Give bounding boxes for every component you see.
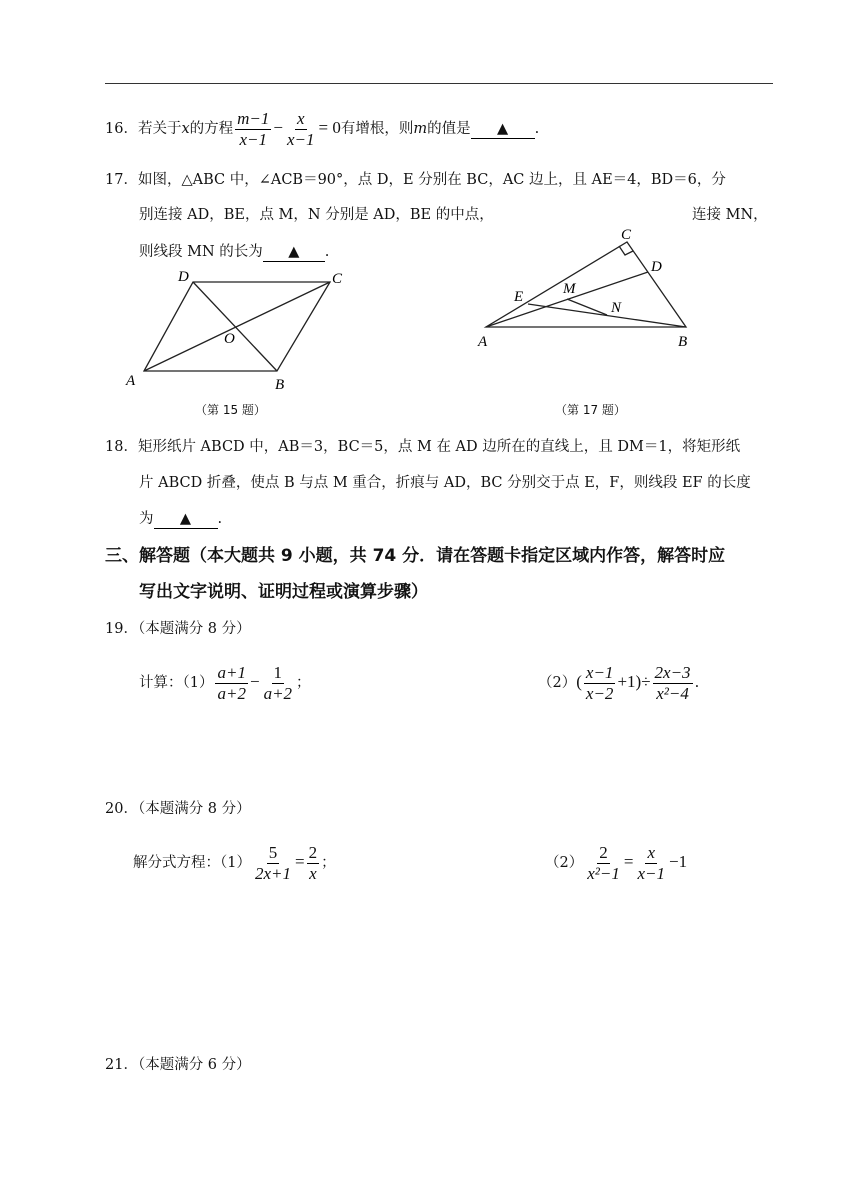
- period: .: [534, 121, 540, 137]
- q17-text: 如图，△ABC 中，∠ACB＝90°，点 D，E 分别在 BC，AC 边上，且 AE＝4，BD＝6，分: [137, 172, 726, 188]
- fraction: [653, 663, 693, 704]
- numerator: 2: [599, 842, 608, 862]
- period: .: [324, 244, 330, 260]
- fraction: [584, 663, 616, 704]
- label-b: B: [678, 334, 688, 350]
- period: .: [217, 511, 223, 527]
- fraction: [215, 663, 247, 704]
- question-number: 16．: [105, 121, 138, 137]
- numerator: x: [296, 108, 305, 128]
- answer-blank[interactable]: ▲: [263, 243, 325, 262]
- var-x: x: [181, 121, 190, 137]
- operator: −1: [668, 852, 688, 871]
- part-label: 解分式方程：（1）: [133, 855, 251, 871]
- header-rule: [105, 83, 773, 84]
- label-a: A: [478, 334, 488, 350]
- question-17-line2b: 连接 MN，: [692, 207, 768, 223]
- denominator: x: [309, 863, 317, 883]
- question-18-line2: 片 ABCD 折叠，使点 B 与点 M 重合，折痕与 AD，BC 分别交于点 E，F，则线段 EF 的长度: [139, 475, 751, 491]
- operator: +1): [617, 672, 642, 691]
- fraction: [307, 843, 320, 884]
- denominator: x−1: [239, 129, 268, 149]
- question-19-head: 19．（本题满分 8 分）: [105, 621, 251, 637]
- label-e: E: [514, 289, 524, 305]
- numerator: x−1: [585, 662, 614, 682]
- answer-blank[interactable]: ▲: [154, 510, 218, 529]
- label-d: D: [651, 259, 662, 275]
- denominator: x−1: [286, 129, 315, 149]
- question-number: 17．: [105, 172, 138, 188]
- question-21-head: 21．（本题满分 6 分）: [105, 1057, 251, 1073]
- denominator: x−2: [585, 683, 614, 703]
- denominator: 2x+1: [254, 863, 292, 883]
- period: .: [694, 675, 700, 691]
- label-a: A: [126, 373, 136, 389]
- label-o: O: [224, 331, 235, 347]
- label-b: B: [275, 377, 285, 393]
- question-18-line3: [139, 508, 222, 530]
- question-17-line1: [105, 169, 726, 191]
- figure-15-caption: （第 15 题）: [195, 403, 266, 417]
- question-19-part1: [139, 660, 311, 705]
- denominator: x²−4: [656, 683, 689, 703]
- question-16: [105, 106, 539, 151]
- semicolon: ；: [321, 855, 336, 871]
- question-17-line3: [139, 241, 329, 263]
- figure-17-triangle: [470, 222, 710, 352]
- numerator: 1: [273, 662, 283, 682]
- q16-text: 的值是: [427, 121, 471, 137]
- fraction: [235, 109, 271, 150]
- operator: =: [295, 852, 305, 871]
- q16-text: 若关于: [137, 121, 182, 137]
- diagonal-bd: [193, 282, 277, 371]
- part-label: （2）: [538, 675, 577, 691]
- figure-17-caption: （第 17 题）: [555, 403, 626, 417]
- label-c: C: [621, 227, 632, 243]
- question-20-head: 20．（本题满分 8 分）: [105, 801, 251, 817]
- numerator: 2x−3: [654, 662, 691, 682]
- q18-text: 矩形纸片 ABCD 中，AB＝3，BC＝5，点 M 在 AD 边所在的直线上，且 DM＝1，将矩形纸: [137, 439, 741, 455]
- section-3-heading-line2: 写出文字说明、证明过程或演算步骤）: [139, 582, 428, 602]
- answer-blank[interactable]: ▲: [471, 120, 535, 139]
- numerator: 2: [308, 842, 318, 862]
- fraction: [262, 663, 294, 704]
- segment-be: [528, 304, 686, 327]
- numerator: 5: [268, 842, 278, 862]
- question-20-part1: [133, 840, 336, 885]
- operator: −: [273, 118, 283, 137]
- numerator: x: [647, 842, 655, 862]
- part-label: 计算：（1）: [139, 675, 214, 691]
- triangle-abc: [486, 242, 686, 327]
- operator: −: [249, 672, 260, 691]
- q16-text: 的方程: [189, 121, 234, 137]
- denominator: x²−1: [587, 863, 620, 883]
- question-19-part2: [538, 660, 699, 705]
- fraction: [285, 109, 317, 150]
- operator: =: [623, 852, 634, 871]
- denominator: a+2: [263, 683, 293, 703]
- question-18-line1: [105, 436, 740, 458]
- label-n: N: [611, 300, 622, 316]
- fraction: [253, 843, 293, 884]
- question-17-line2a: 别连接 AD，BE，点 M，N 分别是 AD，BE 的中点，: [139, 207, 494, 223]
- numerator: a+1: [217, 662, 246, 682]
- semicolon: ；: [296, 675, 311, 691]
- paren: (: [576, 672, 582, 691]
- denominator: a+2: [217, 683, 246, 703]
- label-d: D: [178, 269, 189, 285]
- operator: = 0: [318, 118, 341, 137]
- q17-text: 则线段 MN 的长为: [139, 244, 263, 260]
- q18-text: 为: [139, 511, 154, 527]
- part-label: （2）: [545, 855, 584, 871]
- label-c: C: [332, 271, 343, 287]
- var-m: m: [413, 121, 428, 137]
- numerator: m−1: [237, 108, 270, 128]
- fraction: [635, 843, 667, 884]
- label-m: M: [563, 281, 576, 297]
- question-number: 18．: [105, 439, 138, 455]
- figure-15-parallelogram: [120, 264, 360, 394]
- section-3-heading-line1: 三、解答题（本大题共 9 小题，共 74 分．请在答题卡指定区域内作答，解答时应: [105, 546, 726, 566]
- fraction: [585, 843, 622, 884]
- question-20-part2: [545, 840, 687, 885]
- q16-text: 有增根，则: [340, 121, 414, 137]
- diagonal-ac: [144, 282, 330, 371]
- denominator: x−1: [637, 863, 665, 883]
- divide-sign: ÷: [641, 672, 651, 691]
